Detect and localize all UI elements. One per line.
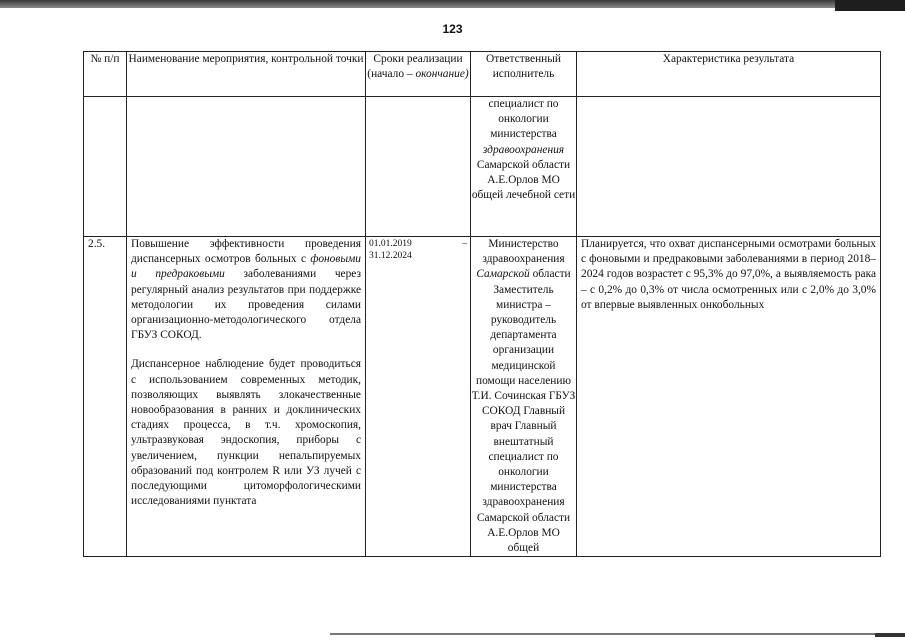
resp-text-italic: Самарской — [476, 268, 530, 281]
name-text: Повышение эффективности проведения диспансерных осмотров больных с — [131, 238, 361, 266]
resp-text: Министерство здравоохранения — [482, 238, 565, 266]
scan-bottom-edge — [330, 633, 905, 635]
cell-num: 2.5. — [84, 237, 127, 557]
header-dates-italic: окончание) — [415, 68, 469, 81]
cell-name — [127, 97, 366, 237]
cell-dates — [366, 237, 471, 557]
name-text-italic: фоновыми и предраковыми — [131, 253, 361, 281]
activities-table — [83, 51, 881, 557]
resp-text: Самарской области А.Е.Орлов МО общей лечебной сети — [471, 158, 576, 202]
cell-result: Планируется, что охват диспансерными осмотрами больных с фоновыми и предраковыми заболеваниями в период 2018–2024 годов возрастет с 95,3% до 97,0%, а выявляемость рака – с 0,2% до 0,3% от числа осмотренных или с 2,0% до 3,0% от впервые выявленных онкобольных — [577, 237, 881, 557]
cell-num — [84, 97, 127, 237]
header-num: № п/п — [84, 52, 127, 97]
table-row — [84, 237, 881, 557]
cell-responsible — [471, 237, 577, 557]
name-paragraph-2: Диспансерное наблюдение будет проводиться с использованием современных методик, позволяющих выявлять злокачественные новообразования в ранних и доклинических стадиях процесса, в т.ч. хромоскопия, ультразвуковая эндоскопия, приборы с увеличением, пункции непальпируемых образований под контролем R или УЗ лучей с последующими цитоморфологическими исследованиями пунктата — [131, 358, 361, 508]
name-text: заболеваниями через регулярный анализ результатов при поддержке методологии их проведения силами организационно-методологического отдела ГБУЗ СОКОД. — [131, 268, 361, 342]
table-row — [84, 97, 881, 237]
resp-text-italic: здравоохранения — [482, 143, 565, 156]
date-separator: – — [462, 239, 467, 249]
date-start: 01.01.2019 — [369, 239, 412, 249]
cell-responsible — [471, 97, 577, 237]
header-result: Характеристика результата — [577, 52, 881, 97]
name-paragraph-1 — [131, 237, 361, 343]
table-header-row — [84, 52, 881, 97]
header-dates — [366, 52, 471, 97]
header-name: Наименование мероприятия, контрольной точки — [127, 52, 366, 97]
scan-top-edge — [0, 0, 905, 8]
cell-dates — [366, 97, 471, 237]
cell-name — [127, 237, 366, 557]
cell-result — [577, 97, 881, 237]
header-dates-main: Сроки реализации (начало – — [367, 53, 463, 81]
resp-text: области Заместитель министра – руководитель департамента организации медицинской помощи населению Т.И. Сочинская ГБУЗ СОКОД Главный врач Главный внештатный специалист по онкологии министерства здравоохранения Самарской области А.Е.Орлов МО общей — [471, 268, 576, 555]
resp-text: специалист по онкологии министерства — [488, 98, 559, 141]
page-number: 123 — [442, 22, 463, 36]
header-responsible: Ответственный исполнитель — [471, 52, 577, 97]
date-end: 31.12.2024 — [369, 251, 412, 261]
